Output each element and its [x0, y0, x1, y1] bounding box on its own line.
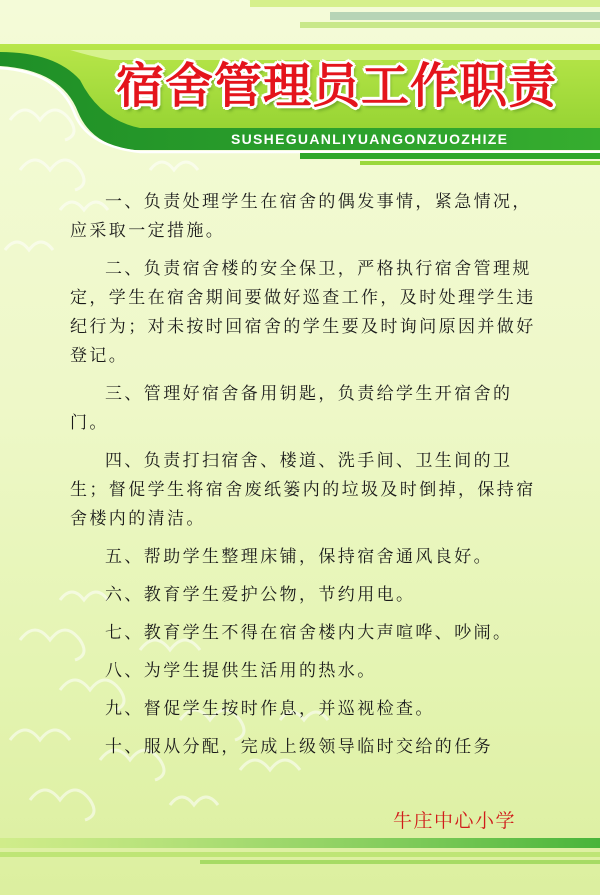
list-item: 六、教育学生爱护公物，节约用电。 [105, 585, 416, 605]
list-item: 九、督促学生按时作息，并巡视检查。 [105, 699, 435, 719]
list-item: 三、管理好宿舍备用钥匙，负责给学生开宿舍的门。 [70, 384, 513, 433]
list-item: 二、负责宿舍楼的安全保卫，严格执行宿舍管理规定，学生在宿舍期间要做好巡查工作，及时处理学生违纪行为；对未按时回宿舍的学生要及时询问原因并做好登记。 [70, 259, 536, 366]
list-item: 七、教育学生不得在宿舍楼内大声喧哗、吵闹。 [105, 623, 513, 643]
pinyin-subtitle: SUSHEGUANLIYUANGONZUOZHIZE [231, 131, 509, 147]
footer-band [0, 838, 600, 848]
page-title: 宿舍管理员工作职责 [116, 58, 558, 114]
list-item: 十、服从分配，完成上级领导临时交给的任务 [105, 737, 493, 757]
list-item: 一、负责处理学生在宿舍的偶发事情，紧急情况，应采取一定措施。 [70, 192, 532, 241]
list-item: 八、为学生提供生活用的热水。 [105, 661, 377, 681]
duty-list [70, 188, 540, 771]
school-name: 牛庄中心小学 [393, 810, 517, 832]
list-item: 四、负责打扫宿舍、楼道、洗手间、卫生间的卫生；督促学生将宿舍废纸篓内的垃圾及时倒掉，保持宿舍楼内的清洁。 [70, 451, 536, 529]
list-item: 五、帮助学生整理床铺，保持宿舍通风良好。 [105, 547, 493, 567]
